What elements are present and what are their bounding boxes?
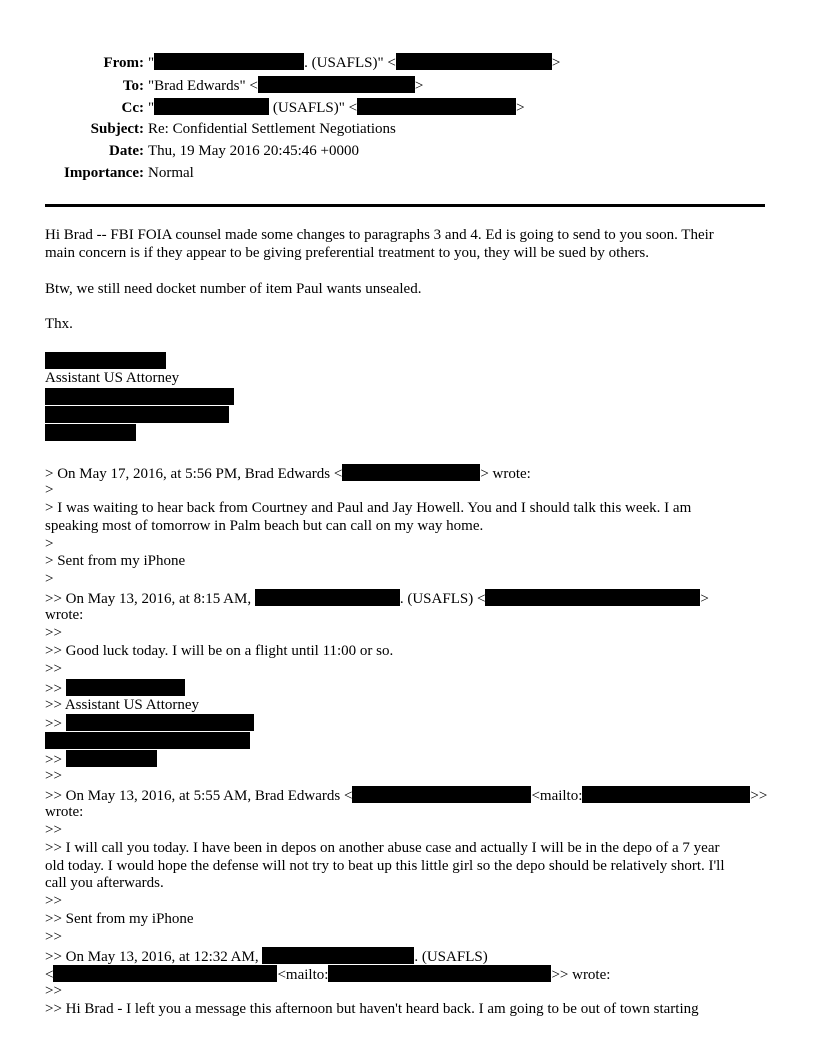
cc-close: > xyxy=(516,100,525,116)
subject-value: Re: Confidential Settlement Negotiations xyxy=(148,121,396,137)
quote-marker: >> xyxy=(45,821,62,838)
from-close: > xyxy=(551,55,561,71)
from-row xyxy=(0,53,560,71)
cc-quote: " xyxy=(148,100,155,116)
quote-text: >> On May 13, 2016, at 12:32 AM, xyxy=(45,949,263,966)
date-row xyxy=(0,142,359,160)
body-line: Hi Brad -- FBI FOIA counsel made some changes to paragraphs 3 and 4. Ed is going to send to you soon. Their xyxy=(45,227,714,243)
from-org: . (USAFLS)" < xyxy=(304,55,396,71)
quote-text: >> Hi Brad - I left you a message this afternoon but haven't heard back. I am going to be out of town starting xyxy=(45,1000,699,1017)
cc-row xyxy=(0,98,525,116)
quote-marker: >> xyxy=(45,716,66,733)
redaction xyxy=(45,424,136,441)
redaction xyxy=(582,786,750,803)
quote-text: <mailto: xyxy=(277,966,329,983)
importance-row xyxy=(0,164,194,182)
quote-marker: >> xyxy=(45,660,62,677)
cc-org: (USAFLS)" < xyxy=(269,100,358,116)
subject-row xyxy=(0,120,396,138)
quote-text: >> xyxy=(750,788,768,805)
redaction xyxy=(342,464,480,481)
redaction xyxy=(357,98,516,115)
quote-text: > I was waiting to hear back from Courtney and Paul and Jay Howell. You and I should talk this week. I am xyxy=(45,499,692,516)
quote-text: wrote: xyxy=(45,607,84,624)
quote-marker: >> xyxy=(45,768,62,785)
redaction xyxy=(45,406,229,423)
body-line: Thx. xyxy=(45,316,73,333)
redaction xyxy=(352,786,531,803)
redaction xyxy=(45,388,234,405)
signature-title: Assistant US Attorney xyxy=(45,370,180,387)
quote-text: old today. I would hope the defense will not try to beat up this little girl so the depo should be relatively short. I'll xyxy=(45,857,725,874)
redaction xyxy=(45,352,166,369)
redaction xyxy=(53,965,277,982)
quote-marker: >> xyxy=(45,625,62,642)
importance-value: Normal xyxy=(148,165,194,181)
body-line: main concern is if they appear to be giving preferential treatment to you, they will be sued by others. xyxy=(45,244,649,261)
quote-text: >> I will call you today. I have been in depos on another abuse case and actually I will be in the depo of a 7 year xyxy=(45,839,720,856)
quote-text: > Sent from my iPhone xyxy=(45,553,186,570)
quote-text: > On May 17, 2016, at 5:56 PM, Brad Edwards < xyxy=(45,466,343,482)
quote-marker: >> xyxy=(45,982,62,999)
quote-text: . (USAFLS) < xyxy=(399,591,486,608)
quote-text: > xyxy=(700,591,709,608)
quote-marker: > xyxy=(45,535,54,552)
subject-label: Subject: xyxy=(90,121,144,137)
redaction xyxy=(66,714,254,731)
quote-marker: >> xyxy=(45,929,62,946)
to-value: "Brad Edwards" < xyxy=(148,78,258,94)
quote-marker: > xyxy=(45,481,54,498)
to-label: To: xyxy=(122,78,144,94)
quote-text: speaking most of tomorrow in Palm beach but can call on my way home. xyxy=(45,517,484,534)
redaction xyxy=(154,98,269,115)
redaction xyxy=(485,589,700,606)
header-divider xyxy=(45,204,765,207)
quote-text: >> Sent from my iPhone xyxy=(45,911,194,928)
to-close: > xyxy=(414,78,424,94)
quote-text: >> Assistant US Attorney xyxy=(45,696,200,713)
redaction xyxy=(66,750,157,767)
quote-text: < xyxy=(45,966,54,983)
quote-text: >> On May 13, 2016, at 8:15 AM, xyxy=(45,591,255,608)
redaction xyxy=(262,947,414,964)
date-label: Date: xyxy=(109,143,144,159)
redaction xyxy=(66,679,185,696)
importance-label: Importance: xyxy=(64,165,144,181)
message-body xyxy=(45,227,785,442)
quote-text: <mailto: xyxy=(531,788,583,805)
date-value: Thu, 19 May 2016 20:45:46 +0000 xyxy=(148,143,359,159)
from-quote: " xyxy=(148,55,155,71)
redaction xyxy=(396,53,552,70)
quote-text: . (USAFLS) xyxy=(414,949,488,966)
body-line: Btw, we still need docket number of item Paul wants unsealed. xyxy=(45,280,422,297)
quote-marker: > xyxy=(45,571,54,588)
quote-text: > wrote: xyxy=(480,466,531,482)
redaction xyxy=(255,589,400,606)
quote-text: wrote: xyxy=(45,803,84,820)
quote-marker: >> xyxy=(45,752,66,769)
quote-text: >> Good luck today. I will be on a flight until 11:00 or so. xyxy=(45,642,394,659)
quote-marker: >> xyxy=(45,893,62,910)
redaction xyxy=(154,53,304,70)
quote-text: call you afterwards. xyxy=(45,875,164,892)
from-label: From: xyxy=(103,55,144,71)
redaction xyxy=(45,732,250,749)
quoted-thread xyxy=(45,464,785,1019)
quote-text: >> On May 13, 2016, at 5:55 AM, Brad Edwards < xyxy=(45,788,353,805)
quote-text: >> wrote: xyxy=(551,966,611,983)
redaction xyxy=(258,76,415,93)
redaction xyxy=(328,965,551,982)
quote-marker: >> xyxy=(45,680,66,697)
to-row xyxy=(0,76,423,94)
cc-label: Cc: xyxy=(121,100,144,116)
